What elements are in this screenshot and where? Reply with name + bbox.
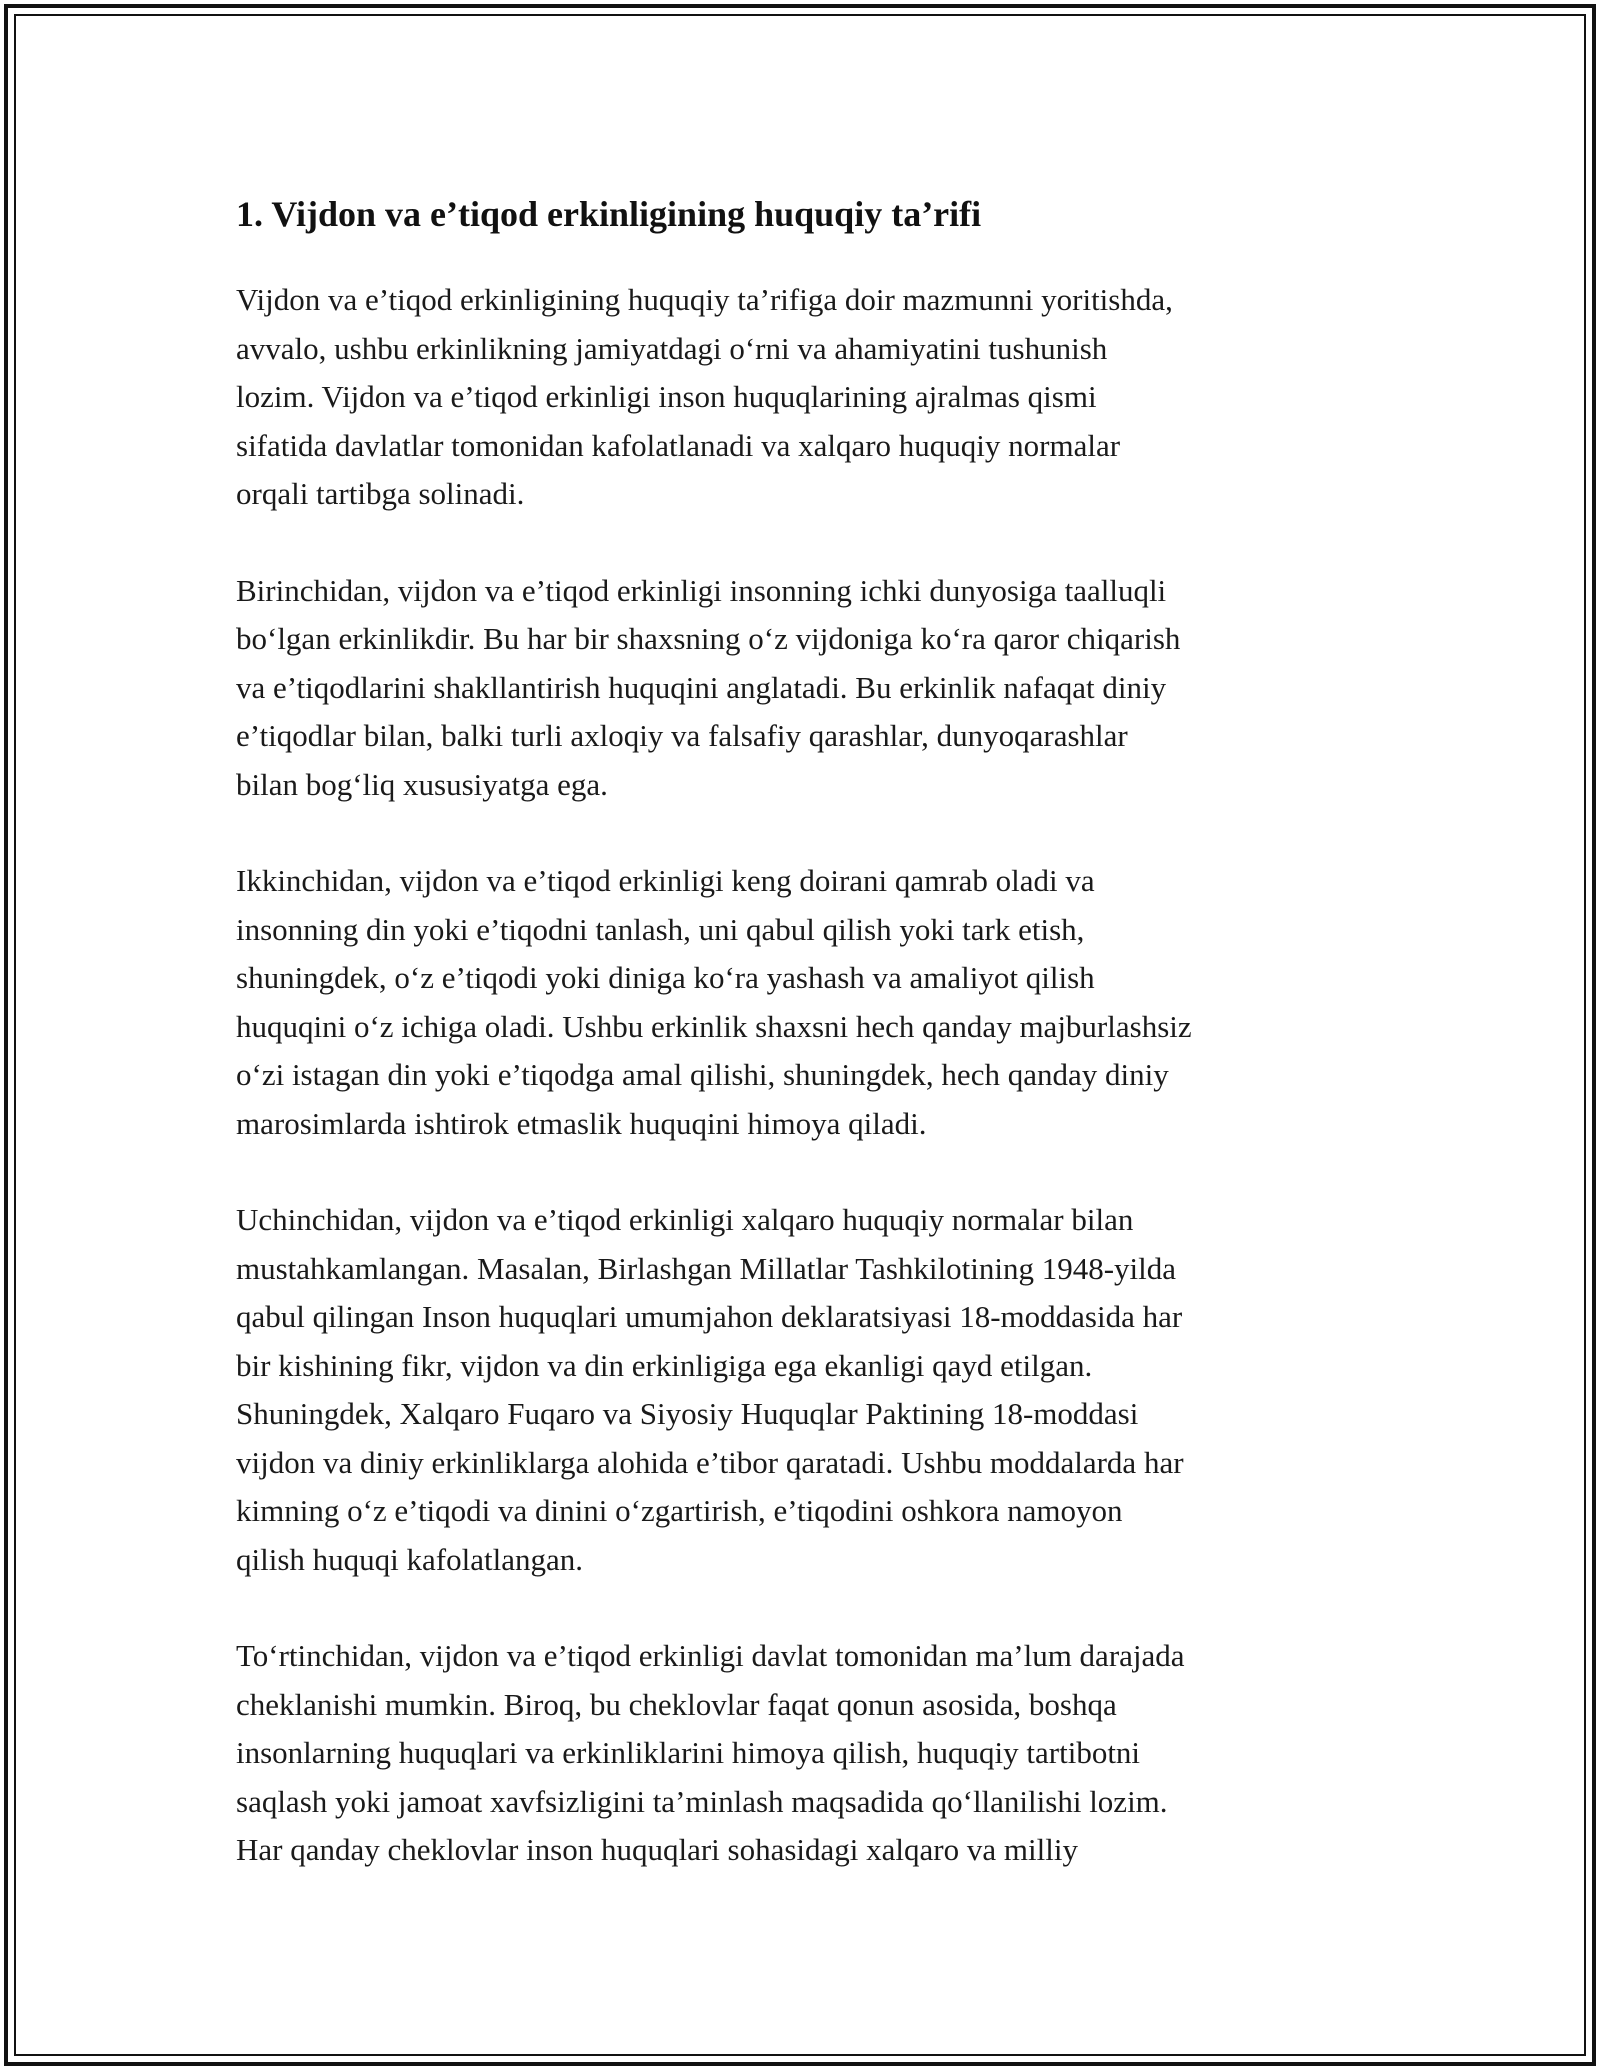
paragraph-first-point: Birinchidan, vijdon va e’tiqod erkinligi insonning ichki dunyosiga taalluqli bo‘lgan erkinlikdir. Bu har bir shaxsning o‘z vijdoniga ko‘ra qaror chiqarish va e’tiqodlarini shakllantirish huquqini anglatadi. Bu erkinlik nafaqat diniy e’tiqodlar bilan, balki turli axloqiy va falsafiy qarashlar, dunyoqarashlar bilan bog‘liq xususiyatga ega. (236, 572, 1181, 802)
paragraph-second-point: Ikkinchidan, vijdon va e’tiqod erkinligi keng doirani qamrab oladi va insonning din yoki e’tiqodni tanlash, uni qabul qilish yoki tark etish, shuningdek, o‘z e’tiqodi yoki diniga ko‘ra yashash va amaliyot qilish huquqini o‘z ichiga oladi. Ushbu erkinlik shaxsni hech qanday majburlashsiz o‘zi istagan din yoki e’tiqodga amal qilishi, shuningdek, hech qanday diniy marosimlarda ishtirok etmaslik huquqini himoya qiladi. (236, 863, 1192, 1141)
section-heading: 1. Vijdon va e’tiqod erkinligining huquqiy ta’rifi (236, 194, 982, 234)
paragraph-third-point: Uchinchidan, vijdon va e’tiqod erkinligi xalqaro huquqiy normalar bilan mustahkamlangan. Masalan, Birlashgan Millatlar Tashkilotining 1948-yilda qabul qilingan Inson huquqlari umumjahon deklaratsiyasi 18-moddasida har bir kishining fikr, vijdon va din erkinligiga ega ekanligi qayd etilgan. Shuningdek, Xalqaro Fuqaro va Siyosiy Huquqlar Paktining 18-moddasi vijdon va diniy erkinliklarga alohida e’tibor qaratadi. Ushbu moddalarda har kimning o‘z e’tiqodi va dinini o‘zgartirish, e’tiqodini oshkora namoyon qilish huquqi kafolatlangan. (236, 1202, 1184, 1577)
paragraph-fourth-point: To‘rtinchidan, vijdon va e’tiqod erkinligi davlat tomonidan ma’lum darajada cheklanishi mumkin. Biroq, bu cheklovlar faqat qonun asosida, boshqa insonlarning huquqlari va erkinliklarini himoya qilish, huquqiy tartibotni saqlash yoki jamoat xavfsizligini ta’minlash maqsadida qo‘llanilishi lozim. Har qanday cheklovlar inson huquqlari sohasidagi xalqaro va milliy (236, 1638, 1185, 1867)
document-body (236, 184, 1396, 1923)
paragraph-intro: Vijdon va e’tiqod erkinligining huquqiy ta’rifiga doir mazmunni yoritishda, avvalo, ushbu erkinlikning jamiyatdagi o‘rni va ahamiyatini tushunish lozim. Vijdon va e’tiqod erkinligi inson huquqlarining ajralmas qismi sifatida davlatlar tomonidan kafolatlanadi va xalqaro huquqiy normalar orqali tartibga solinadi. (236, 282, 1173, 511)
